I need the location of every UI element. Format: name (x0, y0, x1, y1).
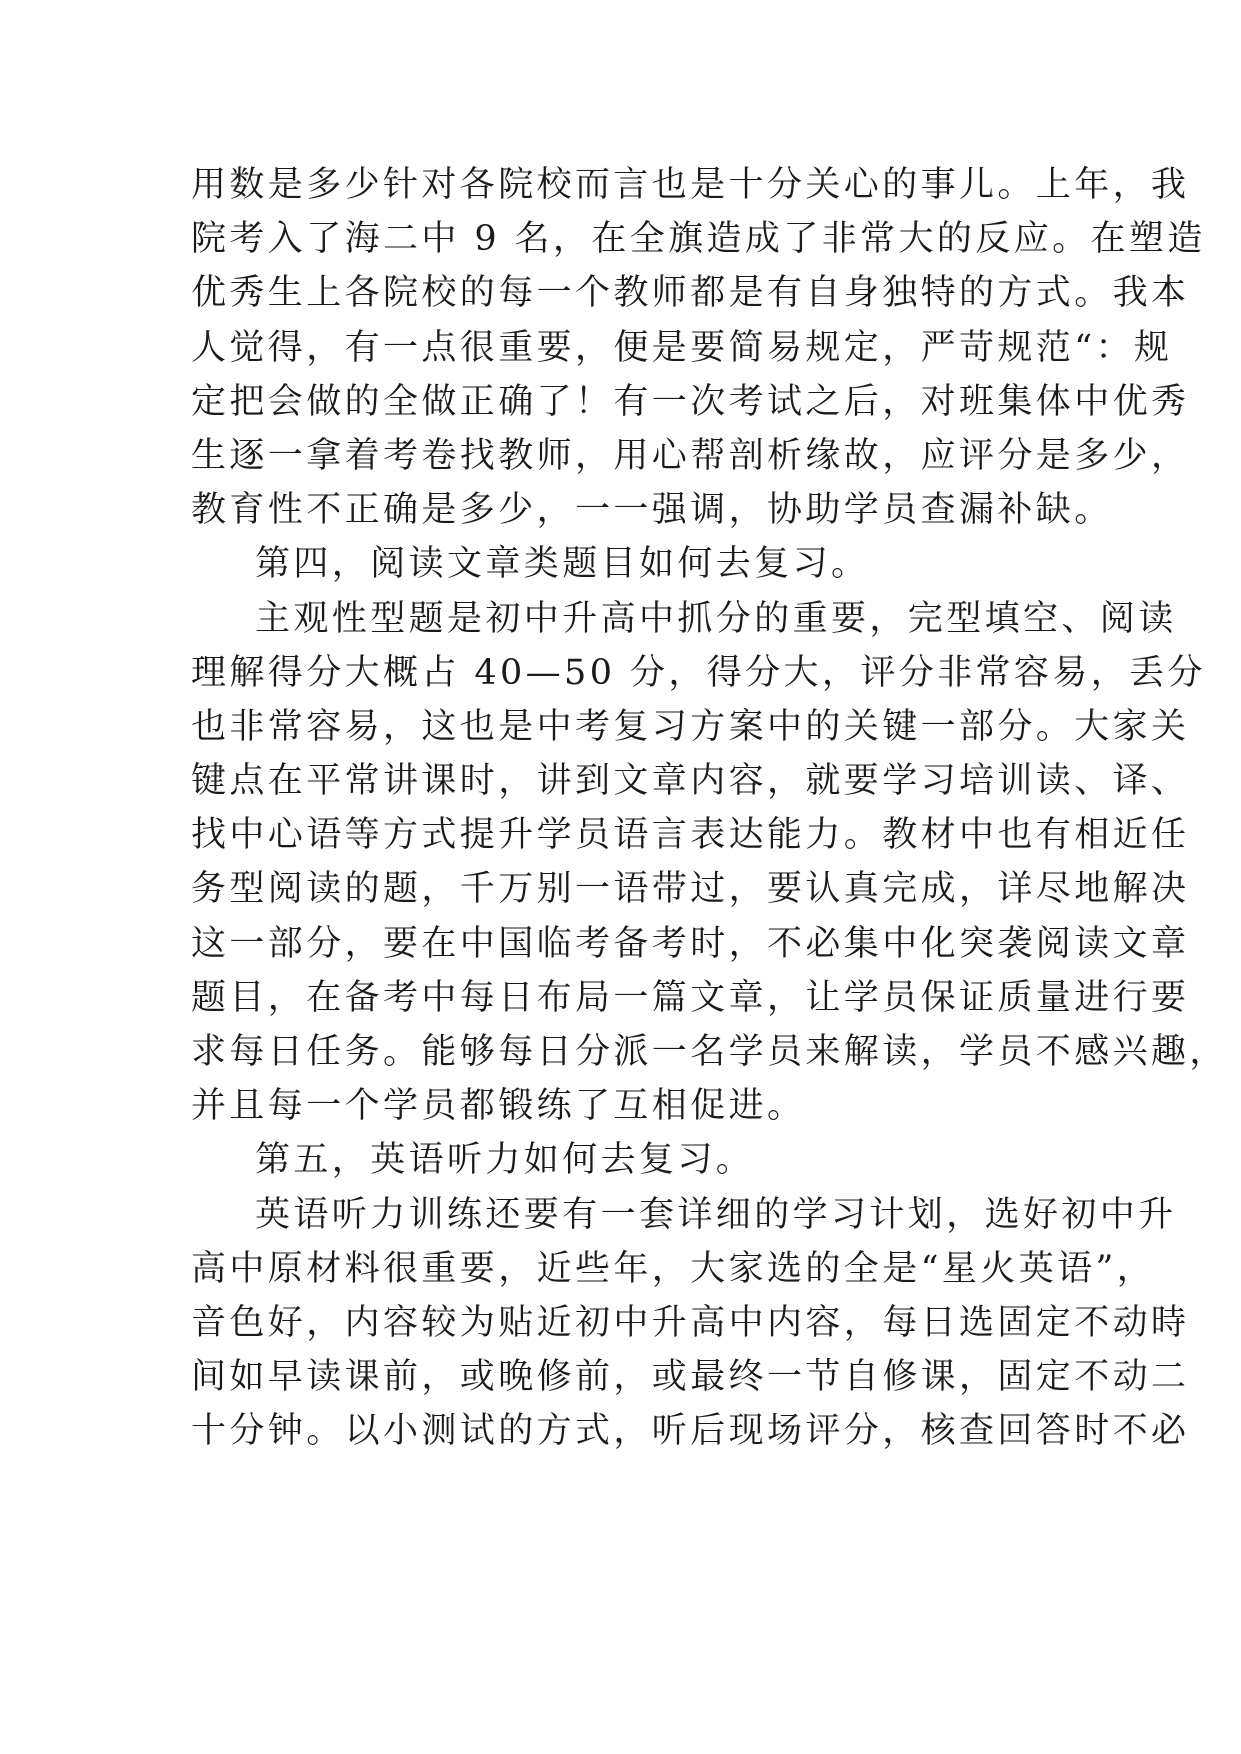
text-line: 并且每一个学员都锻练了互相促进。 (191, 1086, 806, 1127)
paragraph-start: 英语听力训练还要有一套详细的学习计划，选好初中升 (255, 1194, 1177, 1235)
text-line: 也非常容易，这也是中考复习方案中的关键一部分。大家关 (191, 706, 1190, 747)
text-line: 找中心语等方式提升学员语言表达能力。教材中也有相近任 (191, 815, 1190, 856)
text-line: 人觉得，有一点很重要，便是要简易规定，严苛规范“：规 (191, 327, 1173, 368)
text-line: 十分钟。以小测试的方式，听后现场评分，核查回答时不必 (191, 1411, 1190, 1452)
document-body (191, 158, 1228, 1459)
text-line: 定把会做的全做正确了！有一次考试之后，对班集体中优秀 (191, 381, 1190, 422)
text-line: 高中原材料很重要，近些年，大家选的全是“星火英语”， (191, 1248, 1156, 1289)
paragraph-start: 主观性型题是初中升高中抓分的重要，完型填空、阅读 (255, 598, 1177, 639)
text-line: 院考入了海二中 9 名，在全旗造成了非常大的反应。在塑造 (191, 219, 1206, 260)
text-line: 用数是多少针对各院校而言也是十分关心的事儿。上年，我 (191, 165, 1190, 205)
text-line: 教育性不正确是多少，一一强调，协助学员查漏补缺。 (191, 490, 1113, 531)
text-line: 求每日任务。能够每日分派一名学员来解读，学员不感兴趣， (191, 1032, 1228, 1072)
text-line: 间如早读课前，或晚修前，或最终一节自修课，固定不动二 (191, 1357, 1190, 1398)
section-heading-4: 第四，阅读文章类题目如何去复习。 (255, 544, 870, 585)
text-line: 优秀生上各院校的每一个教师都是有自身独特的方式。我本 (191, 273, 1190, 314)
text-line: 理解得分大概占 40—50 分，得分大，评分非常容易，丢分 (191, 652, 1206, 693)
text-line: 这一部分，要在中国临考备考时，不必集中化突袭阅读文章 (191, 923, 1190, 964)
text-line: 务型阅读的题，千万别一语带过，要认真完成，详尽地解决 (191, 869, 1190, 910)
section-heading-5: 第五，英语听力如何去复习。 (255, 1140, 755, 1181)
text-line: 键点在平常讲课时，讲到文章内容，就要学习培训读、译、 (191, 761, 1190, 802)
text-line: 音色好，内容较为贴近初中升高中内容，每日选固定不动時 (191, 1302, 1190, 1343)
text-line: 生逐一拿着考卷找教师，用心帮剖析缘故，应评分是多少， (191, 435, 1190, 476)
text-line: 题目，在备考中每日布局一篇文章，让学员保证质量进行要 (191, 977, 1190, 1018)
